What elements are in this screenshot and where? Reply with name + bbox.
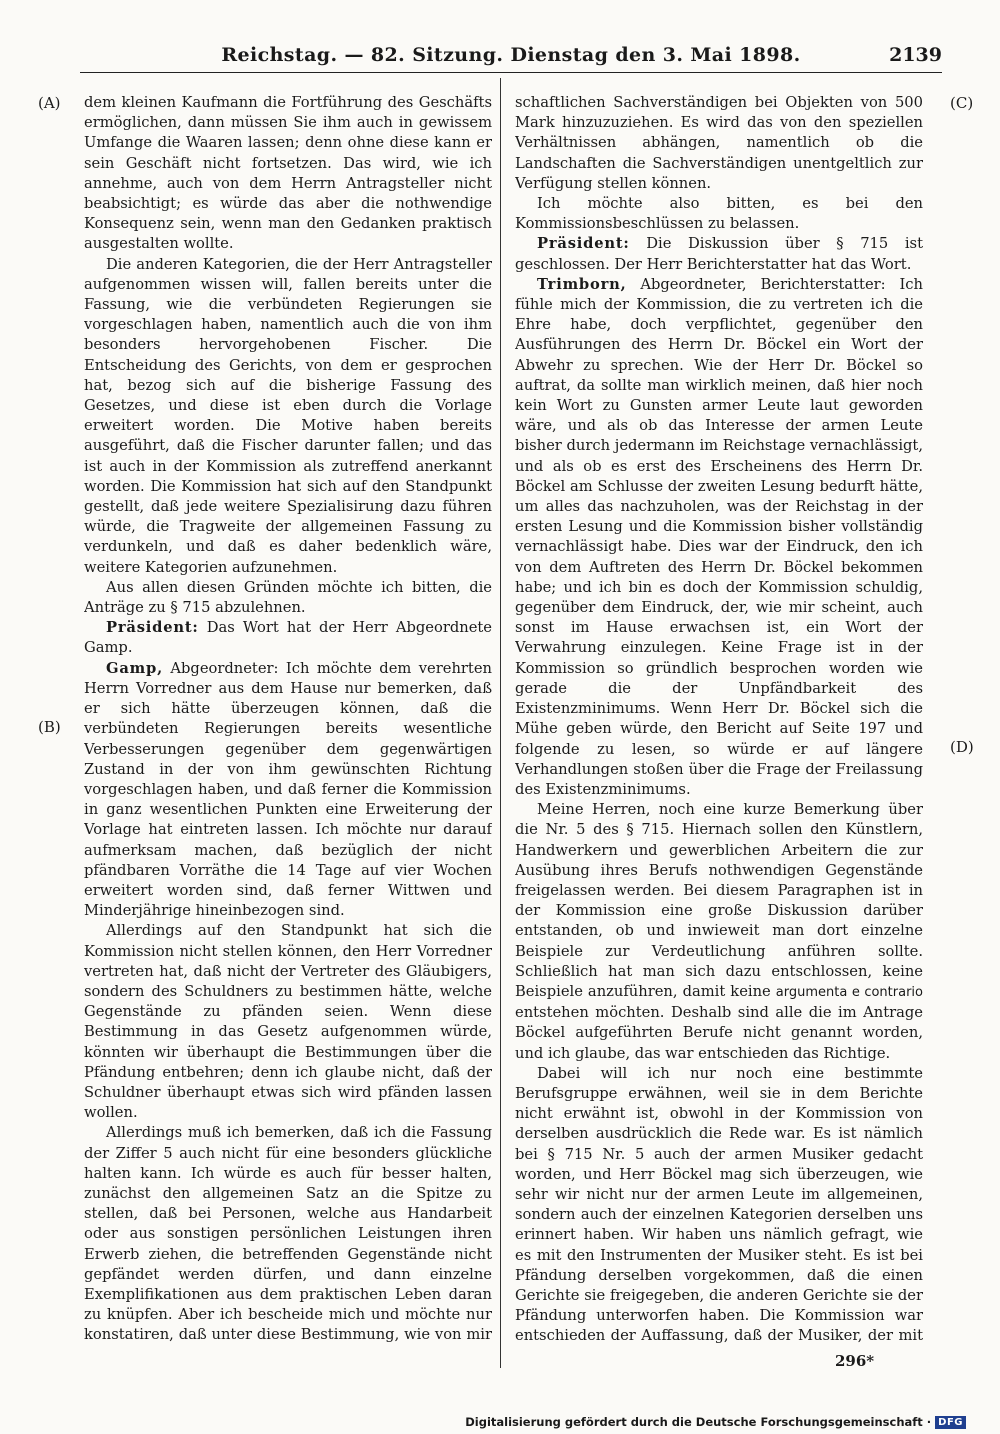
latin-phrase: argumenta e contrario — [775, 984, 923, 1000]
paragraph: Allerdings auf den Standpunkt hat sich die Kommission nicht stellen können, den Herr Vorredner vertreten hat, daß nicht der Vertreter des Gläubigers, sondern des Schuldners zu bestimmen hätte, welche Gegenstände zu pfänden seien. Wenn diese Bestimmung in das Gesetz aufgenommen würde, könnten wir überhaupt die Bestimmungen über die Pfändung entbehren; denn ich glaube nicht, daß der Schuldner überhaupt etwas sich wird pfänden lassen wollen. — [84, 922, 492, 1122]
footer — [465, 1414, 966, 1430]
running-head: Reichstag. — 82. Sitzung. Dienstag den 3. Mai 1898. — [221, 44, 801, 66]
dfg-logo-icon: DFG — [935, 1416, 966, 1429]
paragraph: Die anderen Kategorien, die der Herr Antragsteller aufgenommen wissen will, fallen bereits unter die Fassung, wie die verbündeten Regierungen sie vorgeschlagen haben, namentlich auch die von ihm besonders hervorgehobenen Fischer. Die Entscheidung des Gerichts, von dem er gesprochen hat, bezog sich auf die bisherige Fassung des Gesetzes, und diese ist eben durch die Vorlage erweitert worden. Die Motive haben bereits ausgeführt, daß die Fischer darunter fallen; und das ist auch in der Kommission als zutreffend anerkannt worden. Die Kommission hat sich auf den Standpunkt gestellt, daß jede weitere Spezialisirung dazu führen würde, die Tragweite der allgemeinen Fassung zu verdunkeln, und daß es daher bedenklich wäre, weitere Kategorien aufzunehmen. — [84, 255, 492, 576]
speech-text: Meine Herren, noch eine kurze Bemerkung über die Nr. 5 des § 715. Hiernach sollen den Künstlern, Handwerkern und gewerblichen Arbeitern die zur Ausübung ihres Berufs nothwendigen Gegenstände freigelassen werden. Bei diesem Paragraphen ist in der Kommission eine große Diskussion darüber entstanden, ob und inwieweit man dort einzelne Beispiele zur Verdeutlichung anführen sollte. Schließlich hat man sich dazu entschlossen, keine Beispiele anzuführen, damit keine — [515, 801, 923, 1000]
sheet-signature: 296* — [835, 1352, 875, 1370]
paragraph: Dabei will ich nur noch eine bestimmte Berufsgruppe erwähnen, weil sie in dem Berichte nicht erwähnt ist, obwohl in der Kommission von derselben ausdrücklich die Rede war. Es ist nämlich bei § 715 Nr. 5 auch der armen Musiker gedacht worden, und Herr Böckel mag sich überzeugen, wie sehr wir nicht nur der armen Leute im allgemeinen, sondern auch der einzelnen Kategorien derselben uns erinnert haben. Wir haben uns nämlich gefragt, wie es mit den Instrumenten der Musiker steht. Es ist bei Pfändung derselben vorgekommen, daß die einen Gerichte sie freigegeben, die anderen Gerichte sie der Pfändung unterworfen haben. Die Kommission war entschieden der Auffassung, daß der Musiker, der mit — [515, 1064, 923, 1343]
paragraph — [84, 659, 492, 922]
page-number: 2139 — [889, 44, 942, 66]
paragraph — [515, 800, 923, 1064]
margin-marker-b: (B) — [38, 718, 61, 736]
speech-text: entstehen möchten. Deshalb sind alle die im Antrage Böckel aufgeführten Berufe nicht genannt worden, und ich glaube, das war entschieden das Richtige. — [515, 1004, 923, 1062]
margin-marker-a: (A) — [38, 94, 61, 112]
paragraph — [84, 618, 492, 658]
paragraph: dem kleinen Kaufmann die Fortführung des Geschäfts ermöglichen, dann müssen Sie ihm auch in gewissem Umfange die Waaren lassen; denn ohne diese kann er sein Geschäft nicht fortsetzen. Das wird, wie ich annehme, auch von dem Herrn Antragsteller nicht beabsichtigt; es würde das aber die nothwendige Konsequenz sein, wenn man den Gedanken praktisch ausgestalten wollte. — [84, 94, 492, 253]
page-header — [80, 44, 942, 73]
paragraph: Aus allen diesen Gründen möchte ich bitten, die Anträge zu § 715 abzulehnen. — [84, 578, 492, 617]
speaker-name: Gamp, — [106, 659, 163, 677]
margin-marker-c: (C) — [950, 94, 974, 112]
right-column — [515, 93, 923, 1343]
speech-text: Abgeordneter, Berichterstatter: Ich fühle mich der Kommission, die zu vertreten ich die Ehre habe, doch verpflichtet, gegenüber den Ausführungen des Herrn Dr. Böckel ein Wort der Abwehr zu sprechen. Wie der Herr Dr. Böckel so auftrat, da sollte man wirklich meinen, daß hier noch kein Wort zu Gunsten armer Leute laut geworden wäre, und als ob das Interesse der armen Leute bisher durch jedermann im Reichstage vernachlässigt, und als ob es erst des Erscheinens des Herrn Dr. Böckel am Schlusse der zweiten Lesung bedurft hätte, um alles das nachzuholen, was der Reichstag in der ersten Lesung und die Kommission bisher vollständig vernachlässigt habe. Dies war der Eindruck, den ich von dem Auftreten des Herrn Dr. Böckel bekommen habe; und ich bin es doch der Kommission schuldig, gegenüber dem Eindruck, der, wie mir scheint, auch sonst im Hause erwachsen ist, ein Wort der Verwahrung einzulegen. Keine Frage ist in der Kommission so gründlich besprochen worden wie gerade die der Unpfändbarkeit des Existenzminimums. Wenn Herr Dr. Böckel sich die Mühe geben würde, den Bericht auf Seite 197 und folgende zu lesen, so würde er auf längere Verhandlungen stoßen über die Frage der Freilassung des Existenzminimums. — [515, 275, 923, 798]
paragraph: schaftlichen Sachverständigen bei Objekten von 500 Mark hinzuzuziehen. Es wird das von den speziellen Verhältnissen abhängen, namentlich ob die Landschaften die Sachverständigen unentgeltlich zur Verfügung stellen können. — [515, 94, 923, 192]
footer-text: Digitalisierung gefördert durch die Deutsche Forschungsgemeinschaft · — [465, 1415, 932, 1429]
paragraph — [515, 275, 923, 800]
paragraph: Ich möchte also bitten, es bei den Kommissionsbeschlüssen zu belassen. — [515, 195, 923, 233]
speech-text: Die Diskussion über § 715 ist geschlossen. Der Herr Berichterstatter hat das Wort. — [515, 235, 923, 273]
paragraph — [515, 234, 923, 274]
margin-marker-d: (D) — [950, 738, 974, 756]
speaker-name: Trimborn, — [537, 275, 627, 293]
speech-text: Abgeordneter: Ich möchte dem verehrten Herrn Vorredner aus dem Hause nur bemerken, daß er sich hätte überzeugen können, daß die verbündeten Regierungen bereits wesentliche Verbesserungen gegenüber dem gegenwärtigen Zustand in der von ihm gewünschten Richtung vorgeschlagen haben, und daß ferner die Kommission in ganz wesentlichen Punkten eine Erweiterung der Vorlage hat eintreten lassen. Ich möchte nur darauf aufmerksam machen, daß bezüglich der nicht pfändbaren Vorräthe die 14 Tage auf vier Wochen erweitert worden sind, daß ferner Wittwen und Minderjährige hineinbezogen sind. — [84, 659, 492, 920]
left-column — [84, 93, 492, 1343]
paragraph: Allerdings muß ich bemerken, daß ich die Fassung der Ziffer 5 auch nicht für eine besonders glückliche halten kann. Ich würde es auch für besser halten, zunächst den allgemeinen Satz an die Spitze zu stellen, daß bei Personen, welche aus Handarbeit oder aus sonstigen persönlichen Leistungen ihren Erwerb ziehen, die betreffenden Gegenstände nicht gepfändet werden dürfen, und dann einzelne Exemplifikationen aus dem praktischen Leben daran zu knüpfen. Aber ich bescheide mich und möchte nur konstatiren, daß unter diese Bestimmung, wie von mir — [84, 1124, 492, 1343]
column-divider — [500, 78, 501, 1368]
speaker-name: Präsident: — [537, 235, 630, 253]
speech-text: Das Wort hat der Herr Abgeordnete Gamp. — [84, 619, 492, 657]
speaker-name: Präsident: — [106, 619, 199, 637]
